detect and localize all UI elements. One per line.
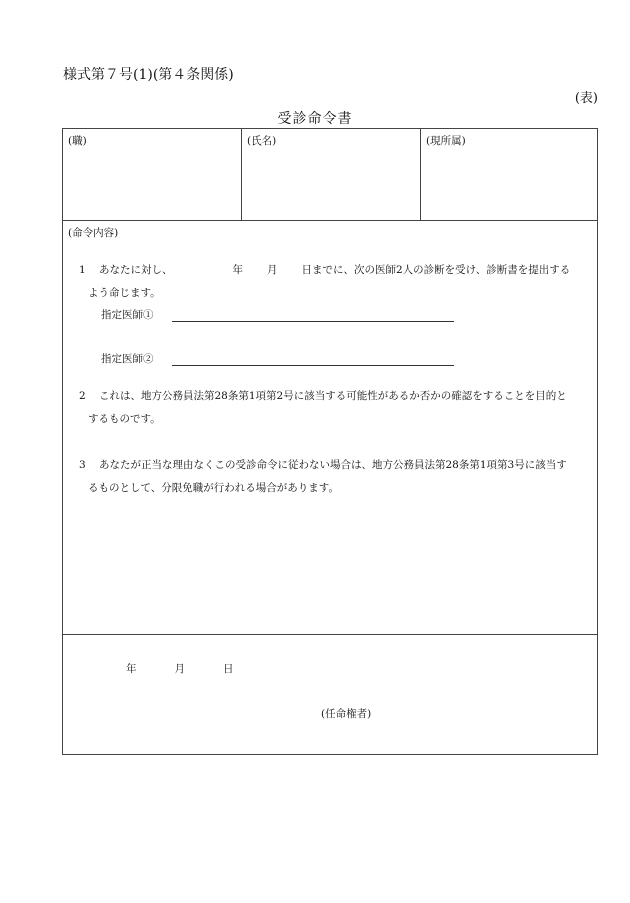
document-title: 受診命令書 (277, 111, 353, 127)
position-cell[interactable] (63, 129, 242, 220)
item-1-month: 月 (267, 264, 278, 276)
designated-doctor-1-field[interactable] (172, 311, 454, 322)
issue-year-label: 年 (126, 663, 137, 675)
designated-doctor-1-label: 指定医師① (101, 309, 154, 321)
order-form (62, 128, 598, 755)
item-1-number: 1 (79, 264, 86, 276)
item-1-text-start: あなたに対し、 (99, 264, 173, 276)
order-item-1 (79, 259, 597, 305)
appointing-authority-label: (任命権者) (321, 708, 372, 720)
item-1-continuation: よう命じます。 (88, 287, 161, 299)
side-label: (表) (574, 91, 598, 106)
designated-doctor-2-row (101, 351, 454, 366)
order-item-3 (79, 454, 597, 500)
affiliation-label: (現所属) (426, 135, 466, 147)
issue-date-row[interactable] (126, 661, 234, 676)
affiliation-cell[interactable] (421, 129, 597, 220)
designated-doctor-2-label: 指定医師② (101, 353, 154, 365)
form-number-label: 様式第７号(1)(第４条関係) (63, 67, 234, 83)
issue-day-label: 日 (223, 663, 234, 675)
order-item-2 (79, 385, 597, 431)
position-label: (職) (68, 135, 87, 147)
item-2-number: 2 (79, 390, 86, 402)
item-3-number: 3 (79, 459, 86, 471)
name-cell[interactable] (242, 129, 421, 220)
designated-doctor-2-field[interactable] (172, 355, 454, 366)
item-1-year: 年 (232, 264, 243, 276)
item-1-text-end: 日までに、次の医師2人の診断を受け、診断書を提出する (301, 264, 571, 276)
name-label: (氏名) (247, 135, 277, 147)
designated-doctor-1-row (101, 307, 454, 322)
order-content-label: (命令内容) (68, 227, 119, 239)
recipient-info-row (63, 129, 597, 221)
item-3-line-1: あなたが正当な理由なくこの受診命令に従わない場合は、地方公務員法第28条第1項第3号に該当す (99, 459, 567, 471)
item-2-line-2: するものです。 (88, 413, 161, 425)
order-content-section (63, 221, 597, 635)
issue-month-label: 月 (174, 663, 185, 675)
item-2-line-1: これは、地方公務員法第28条第1項第2号に該当する可能性があるか否かの確認をすることを目的と (99, 390, 567, 402)
item-3-line-2: るものとして、分限免職が行われる場合があります。 (88, 482, 339, 494)
